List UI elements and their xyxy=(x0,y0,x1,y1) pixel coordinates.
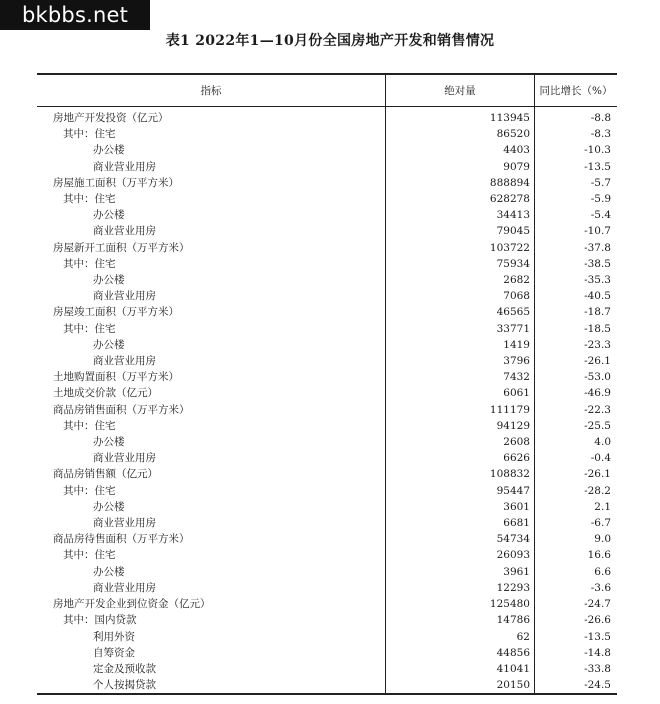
row-growth: -13.5 xyxy=(535,159,618,175)
row-growth: -37.8 xyxy=(535,240,618,256)
row-growth: 4.0 xyxy=(535,434,618,450)
table-row xyxy=(37,126,617,142)
row-growth: 9.0 xyxy=(535,531,618,547)
row-label: 其中：住宅 xyxy=(63,128,116,141)
row-value: 108832 xyxy=(386,466,535,482)
row-growth: -35.3 xyxy=(535,272,618,288)
row-label: 办公楼 xyxy=(93,565,125,578)
row-label: 个人按揭贷款 xyxy=(37,677,386,694)
row-label: 商业营业用房 xyxy=(93,225,156,238)
table-row xyxy=(37,677,617,694)
row-growth: -5.4 xyxy=(535,207,618,223)
table-row xyxy=(37,531,617,547)
row-value: 62 xyxy=(386,629,535,645)
row-growth: -22.3 xyxy=(535,402,618,418)
row-label: 其中：住宅 xyxy=(63,419,116,432)
row-value: 9079 xyxy=(386,159,535,175)
table-row xyxy=(37,450,617,466)
row-growth: -33.8 xyxy=(535,661,618,677)
row-growth: -6.7 xyxy=(535,515,618,531)
table-row xyxy=(37,629,617,645)
row-value: 7068 xyxy=(386,288,535,304)
row-label: 商品房销售额（亿元） xyxy=(53,468,158,481)
row-value: 3796 xyxy=(386,353,535,369)
row-growth: -18.7 xyxy=(535,304,618,320)
row-label: 其中：住宅 xyxy=(63,484,116,497)
row-label: 商业营业用房 xyxy=(93,160,156,173)
row-label: 商品房销售面积（万平方米） xyxy=(53,403,190,416)
row-label: 办公楼 xyxy=(93,274,125,287)
table-row xyxy=(37,223,617,239)
row-value: 113945 xyxy=(386,107,535,127)
row-growth: -26.6 xyxy=(535,612,618,628)
table-row xyxy=(37,175,617,191)
row-value: 34413 xyxy=(386,207,535,223)
table-row xyxy=(37,499,617,515)
row-growth: -28.2 xyxy=(535,483,618,499)
row-label: 房屋竣工面积（万平方米） xyxy=(53,306,179,319)
row-value: 75934 xyxy=(386,256,535,272)
table-row xyxy=(37,240,617,256)
table-row xyxy=(37,304,617,320)
row-value: 33771 xyxy=(386,321,535,337)
table-row xyxy=(37,418,617,434)
table-row xyxy=(37,483,617,499)
row-value: 6061 xyxy=(386,385,535,401)
row-value: 79045 xyxy=(386,223,535,239)
row-label: 土地购置面积（万平方米） xyxy=(53,371,179,384)
table-row xyxy=(37,612,617,628)
header-yoy-growth: 同比增长（%） xyxy=(535,74,618,107)
row-value: 95447 xyxy=(386,483,535,499)
table-row xyxy=(37,159,617,175)
row-label: 办公楼 xyxy=(93,144,125,157)
table-row xyxy=(37,288,617,304)
row-value: 3961 xyxy=(386,564,535,580)
row-value: 628278 xyxy=(386,191,535,207)
row-label: 其中：住宅 xyxy=(63,193,116,206)
row-growth: -25.5 xyxy=(535,418,618,434)
row-label: 商业营业用房 xyxy=(93,290,156,303)
row-value: 41041 xyxy=(386,661,535,677)
row-value: 12293 xyxy=(386,580,535,596)
row-value: 54734 xyxy=(386,531,535,547)
row-value: 46565 xyxy=(386,304,535,320)
row-growth: -26.1 xyxy=(535,466,618,482)
row-value: 44856 xyxy=(386,645,535,661)
row-label: 其中：国内贷款 xyxy=(63,614,137,627)
row-value: 2682 xyxy=(386,272,535,288)
row-value: 103722 xyxy=(386,240,535,256)
row-growth: 16.6 xyxy=(535,547,618,563)
table-body xyxy=(37,107,617,695)
row-growth: -38.5 xyxy=(535,256,618,272)
row-growth: 2.1 xyxy=(535,499,618,515)
row-value: 888894 xyxy=(386,175,535,191)
table-row xyxy=(37,353,617,369)
table-row xyxy=(37,466,617,482)
row-value: 4403 xyxy=(386,142,535,158)
row-growth: 6.6 xyxy=(535,564,618,580)
row-growth: -24.5 xyxy=(535,677,618,694)
row-value: 20150 xyxy=(386,677,535,694)
row-growth: -8.3 xyxy=(535,126,618,142)
row-label: 定金及预收款 xyxy=(93,662,156,675)
row-growth: -53.0 xyxy=(535,369,618,385)
table-row xyxy=(37,564,617,580)
row-value: 2608 xyxy=(386,434,535,450)
row-label: 办公楼 xyxy=(93,209,125,222)
table-row xyxy=(37,256,617,272)
watermark: bkbbs.net xyxy=(0,0,150,30)
row-label: 利用外资 xyxy=(93,630,135,643)
row-growth: -3.6 xyxy=(535,580,618,596)
table-row xyxy=(37,272,617,288)
table-row xyxy=(37,402,617,418)
row-label: 办公楼 xyxy=(93,500,125,513)
row-value: 6681 xyxy=(386,515,535,531)
table-row xyxy=(37,191,617,207)
table-row xyxy=(37,547,617,563)
row-label: 其中：住宅 xyxy=(63,549,116,562)
table-row xyxy=(37,385,617,401)
table-row xyxy=(37,107,617,127)
table-header-row xyxy=(37,74,617,107)
table-row xyxy=(37,580,617,596)
row-value: 111179 xyxy=(386,402,535,418)
row-label: 商业营业用房 xyxy=(93,452,156,465)
row-growth: -40.5 xyxy=(535,288,618,304)
row-growth: -5.7 xyxy=(535,175,618,191)
table-row xyxy=(37,321,617,337)
row-growth: -13.5 xyxy=(535,629,618,645)
row-growth: -24.7 xyxy=(535,596,618,612)
table-row xyxy=(37,661,617,677)
header-indicator: 指标 xyxy=(37,74,386,107)
row-growth: -46.9 xyxy=(535,385,618,401)
row-growth: -18.5 xyxy=(535,321,618,337)
table-row xyxy=(37,369,617,385)
row-label: 商业营业用房 xyxy=(93,517,156,530)
row-value: 7432 xyxy=(386,369,535,385)
row-label: 商品房待售面积（万平方米） xyxy=(53,533,190,546)
table-row xyxy=(37,515,617,531)
row-value: 125480 xyxy=(386,596,535,612)
table-row xyxy=(37,142,617,158)
row-growth: -26.1 xyxy=(535,353,618,369)
table-row xyxy=(37,207,617,223)
row-label: 房屋施工面积（万平方米） xyxy=(53,176,179,189)
row-label: 房屋新开工面积（万平方米） xyxy=(53,241,190,254)
row-value: 26093 xyxy=(386,547,535,563)
row-value: 94129 xyxy=(386,418,535,434)
row-growth: -0.4 xyxy=(535,450,618,466)
header-absolute-value: 绝对量 xyxy=(386,74,535,107)
row-label: 其中：住宅 xyxy=(63,257,116,270)
row-label: 其中：住宅 xyxy=(63,322,116,335)
table-title: 表1 2022年1—10月份全国房地产开发和销售情况 xyxy=(165,33,495,49)
row-growth: -8.8 xyxy=(535,107,618,127)
row-value: 14786 xyxy=(386,612,535,628)
table-row xyxy=(37,645,617,661)
row-label: 房地产开发企业到位资金（亿元） xyxy=(53,598,211,611)
row-growth: -10.3 xyxy=(535,142,618,158)
row-growth: -23.3 xyxy=(535,337,618,353)
table-row xyxy=(37,434,617,450)
row-label: 土地成交价款（亿元） xyxy=(53,387,158,400)
row-label: 房地产开发投资（亿元） xyxy=(53,112,169,124)
table-row xyxy=(37,596,617,612)
row-label: 办公楼 xyxy=(93,338,125,351)
row-value: 6626 xyxy=(386,450,535,466)
row-growth: -5.9 xyxy=(535,191,618,207)
row-label: 商业营业用房 xyxy=(93,355,156,368)
row-label: 自筹资金 xyxy=(93,646,135,659)
statistics-table xyxy=(37,73,617,695)
row-label: 办公楼 xyxy=(93,436,125,449)
row-value: 86520 xyxy=(386,126,535,142)
row-value: 1419 xyxy=(386,337,535,353)
row-label: 商业营业用房 xyxy=(93,581,156,594)
row-growth: -10.7 xyxy=(535,223,618,239)
row-value: 3601 xyxy=(386,499,535,515)
row-growth: -14.8 xyxy=(535,645,618,661)
table-row xyxy=(37,337,617,353)
